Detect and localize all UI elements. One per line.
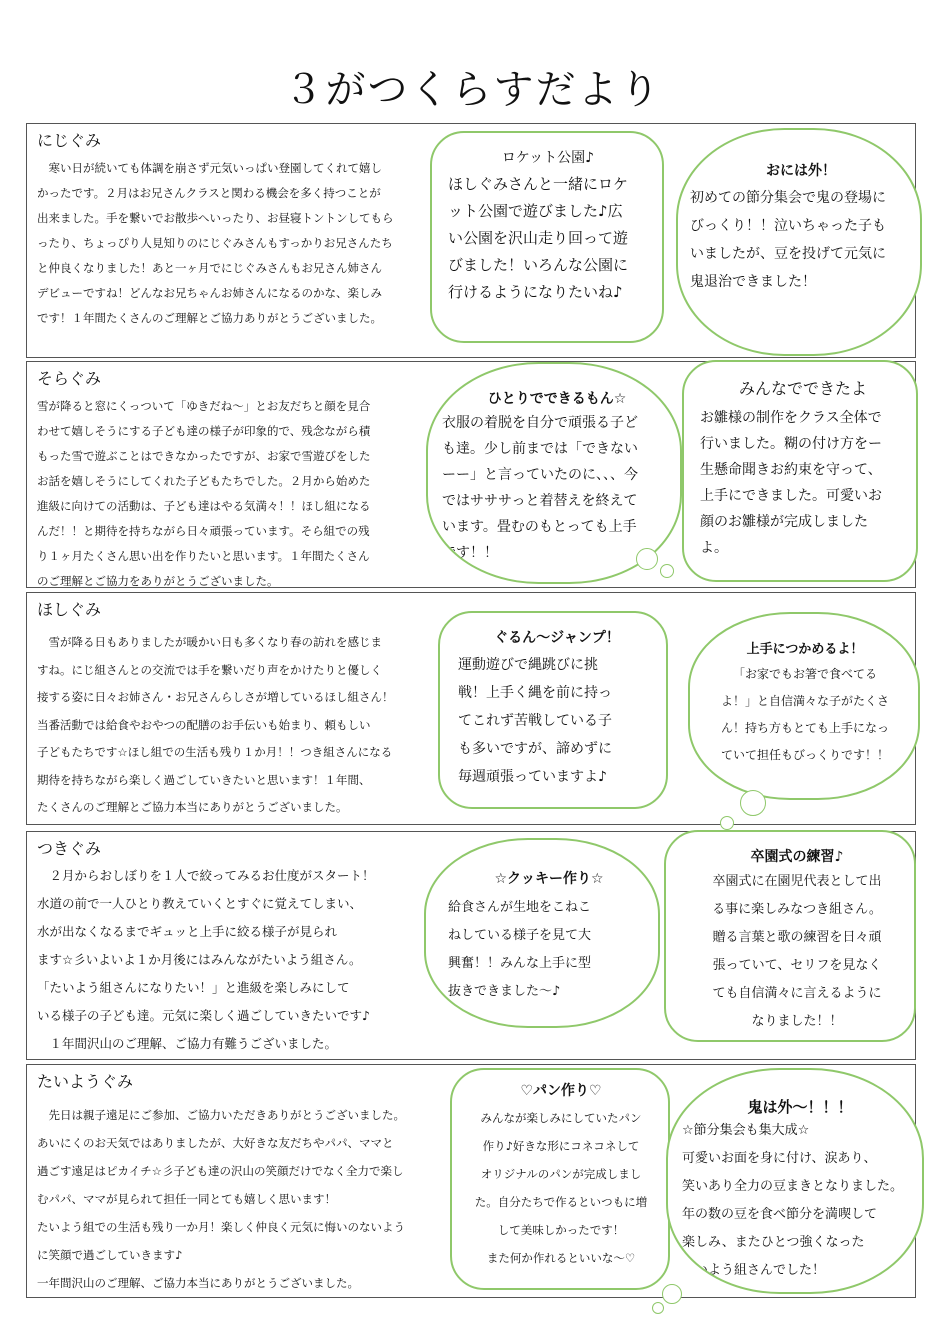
cloud-bubble-oni — [676, 128, 922, 356]
bubble-text: 「お家でもお箸で食べてる よ！」と自信満々な子がたくさ ん！持ち方もとても上手になっ ていて担任もびっくりです！！ — [720, 667, 889, 762]
speech-bubble-rocket-park — [430, 131, 664, 343]
section-body: 雪が降る日もありましたが暖かい日も多くなり春の訪れを感じま すね。にじ組さんとの交流では手を繋いだり声をかけたりと優しく 接する姿に日々お姉さん・お兄さんらしさが増しているほし組さん！ 当番活動では給食やおやつの配膳のお手伝いも始まり、頼もしい 子どもたちです☆ほし組での生活も残り１か月！！つき組さんになる 期待を持ちながら楽しく過ごしていきたいと思います！１年間、 たくさんのご理解とご協力本当にありがとうございました。 — [37, 635, 394, 814]
bubble-text: ☆節分集会も集大成☆ 可愛いお面を身に付け、涙あり、 笑いあり全力の豆まきとなりました。 年の数の豆を食べ節分を満喫して 楽しみ、またひとつ強くなった たいよう組さんでした！ — [682, 1123, 904, 1278]
bubble-title: ♡パン作り♡ — [520, 1083, 602, 1099]
section-title: たいようぐみ — [37, 1072, 134, 1091]
bubble-tail-puff — [652, 1302, 664, 1314]
bubble-text: 衣服の着脱を自分で頑張る子ど も達。少し前までは「できない ーー」と言っていたのに、、、今 ではサササっと着替えを終えて います。畳むのもとっても上手 です！！ — [442, 415, 638, 561]
section-body: 寒い日が続いても体調を崩さず元気いっぱい登園してくれて嬉し かったです。２月はお兄さんクラスと関わる機会を多く持つことが 出来ました。手を繋いでお散歩へいったり、お昼寝トントンしてもら ったり、ちょっぴり人見知りのにじぐみさんもすっかりお兄さんたち と仲良くなりました！あと一ヶ月でにじぐみさんもお兄さん姉さん デビューですね！どんなお兄ちゃんお姉さんになるのかな、楽しみ です！１年間たくさんのご理解とご協力ありがとうございました。 — [37, 161, 394, 325]
bubble-title: おには外！ — [766, 163, 836, 179]
bubble-title: ☆クッキー作り☆ — [494, 871, 604, 887]
bubble-text: 初めての節分集会で鬼の登場に びっくり！！泣いちゃった子も いましたが、豆を投げて元気に 鬼退治できました！ — [690, 190, 886, 290]
bubble-title: ひとりでできるもん☆ — [487, 391, 627, 407]
bubble-text: 運動遊びで縄跳びに挑 戦！上手く縄を前に持っ てこれず苦戦している子 も多いですが、諦めずに 毎週頑張っていますよ♪ — [458, 657, 612, 785]
cloud-bubble-ohashi — [688, 612, 920, 800]
section-body: ２月からおしぼりを１人で絞ってみるお仕度がスタート！ 水道の前で一人ひとり教えていくとすぐに覚えてしまい、 水が出なくなるまでギュッと上手に絞る様子が見られ ます☆彡いよいよ１か月後にはみんながたいよう組さん。 「たいよう組さんになりたい！」と進級を楽しみにして いる様子の子ども達。元気に楽しく過ごしていきたいです♪ １年間沢山のご理解、ご協力有難うございました。 — [37, 868, 375, 1051]
bubble-tail-puff — [660, 564, 674, 578]
section-title: にじぐみ — [37, 131, 102, 150]
bubble-text: 卒園式に在園児代表として出 る事に楽しみなつき組さん。 贈る言葉と歌の練習を日々頑 張っていて、セリフを見なく ても自信満々に言えるように なりました！！ — [712, 874, 882, 1029]
bubble-title: みんなでできたよ — [738, 379, 867, 398]
bubble-tail-puff — [662, 1284, 682, 1304]
section-title: そらぐみ — [37, 369, 102, 388]
bubble-text: みんなが楽しみにしていたパン 作り♪好きな形にコネコネして オリジナルのパンが完成しまし た。自分たちで作るといつもに増 して美味しかったです！ また何か作れるといいな～♡ — [474, 1111, 648, 1265]
section-title: つきぐみ — [37, 839, 102, 858]
speech-bubble-minna — [682, 360, 918, 582]
section-body: 雪が降ると窓にくっついて「ゆきだね～」とお友だちと顔を見合 わせて嬉しそうにする子ども達の様子が印象的で、残念ながら積 もった雪で遊ぶことはできなかったですが、お家で雪遊びをした お話を嬉しそうにしてくれた子どもたちでした。２月から始めた 進級に向けての活動は、子ども達はやる気満々！！ほし組になる んだ！！と期待を持ちながら日々頑張っています。そら組での残 り１ヶ月たくさん思い出を作りたいと思います。１年間たくさん のご理解とご協力をありがとうございました。 — [37, 399, 371, 588]
bubble-title: 上手につかめるよ！ — [746, 642, 864, 657]
section-body: 先日は親子遠足にご参加、ご協力いただきありがとうございました。 あいにくのお天気ではありましたが、大好きな友だちやパパ、ママと 過ごす遠足はピカイチ☆彡子ども達の沢山の笑顔だけでなく全力で楽し むパパ、ママが見られて担任一同とても嬉しく思います！ たいよう組での生活も残り一か月！楽しく仲良く元気に悔いのないよう に笑顔で過ごしていきます♪ 一年間沢山のご理解、ご協力本当にありがとうございました。 — [37, 1108, 405, 1290]
section-title: ほしぐみ — [37, 600, 102, 619]
bubble-text: 給食さんが生地をこねこ ねしている様子を見て大 興奮！！みんな上手に型 抜きできました～♪ — [448, 900, 592, 999]
bubble-text: お雛様の制作をクラス全体で 行いました。糊の付け方をー 生懸命聞きお約束を守って、 上手にできました。可愛いお 顔のお雛様が完成しました よ。 — [700, 410, 882, 556]
speech-bubble-jump — [438, 611, 668, 809]
cloud-bubble-oni-wa-soto — [666, 1068, 924, 1294]
bubble-title: ロケット公園♪ — [501, 150, 595, 166]
page-title: ３がつくらすだより — [283, 67, 662, 113]
bubble-tail-puff — [740, 790, 766, 816]
bubble-title: ぐるん～ジャンプ！ — [494, 630, 620, 646]
cloud-bubble-cookie — [424, 838, 660, 1028]
bubble-tail-puff — [636, 548, 658, 570]
speech-bubble-pan — [450, 1068, 670, 1290]
bubble-tail-puff — [720, 816, 734, 830]
bubble-title: 卒園式の練習♪ — [750, 849, 844, 865]
bubble-title: 鬼は外～！！！ — [747, 1098, 853, 1116]
bubble-text: ほしぐみさんと一緒にロケ ット公園で遊びました♪広 い公園を沢山走り回って遊 びました！いろんな公園に 行けるようになりたいね♪ — [448, 175, 629, 301]
speech-bubble-sotsuen — [664, 830, 916, 1042]
